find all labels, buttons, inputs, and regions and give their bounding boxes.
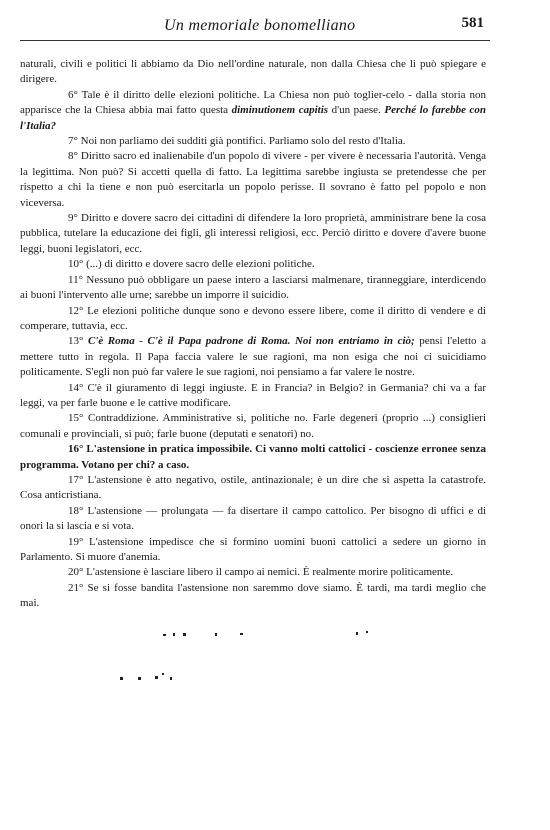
paragraph-6: 6° Tale è il diritto delle elezioni politiche. La Chiesa non può toglier-celo - dalla storia non apparisce che la Chiesa abbia mai fatto questa diminutionem capitis d'un paese. Perché lo farebbe con l'Italia? (20, 88, 487, 132)
paragraph-17: 17° L'astensione è atto negativo, ostile, antinazionale; è un dire che si aspetta la catastrofe. Cosa anticristiana. (20, 473, 486, 502)
paragraph-12: 12° Le elezioni politiche dunque sono e devono essere libere, come il diritto di vendere e di comperare, tuttavia, ecc. (20, 304, 486, 332)
paragraph-8: 8° Diritto sacro ed inalienabile d'un popolo di vivere - per vivere è necessaria l'autorità. Venga la legittima. Non può? Si accetti quella di fatto. La legittima sarebbe ingiusta se pretendesse che per rispetto a chi la tiene e non può esercitarla un popolo perisse. Il sovrano è fatto pel popolo e non viceversa. (20, 150, 486, 209)
paragraph-9: 9° Diritto e dovere sacro dei cittadini di difendere la loro proprietà, amministrare bene la cosa pubblica, tutelare la educazione dei figli, gli interessi religiosi, ecc. Perciò diritto e dovere d'avere buone leggi, buoni legislatori, ecc. (20, 212, 486, 255)
paragraph-16: 16° L'astensione in pratica impossibile. Ci vanno molti cattolici - coscienze erronee senza programma. Votano per chi? a caso. (20, 443, 486, 471)
page-header (20, 12, 490, 41)
paragraph-11: 11° Nessuno può obbligare un paese intero a lasciarsi malmenare, tiranneggiare, interdicendo ai buoni l'intervento alle urne; sarebbe un imporre il suicidio. (20, 273, 486, 302)
page-number: 581 (461, 15, 484, 31)
paragraph-continuation: naturali, civili e politici li abbiamo da Dio nell'ordine naturale, non dalla Chiesa che li può spiegare e dirigere. (20, 58, 486, 86)
paragraph-18: 18° L'astensione — prolungata — fa disertare il campo cattolico. Per bisogno di uffici e di onori la si lascia e si vota. (20, 504, 486, 533)
paragraph-7: 7° Noi non parliamo dei sudditi già pontifici. Parliamo solo del resto d'Italia. (68, 135, 406, 148)
paragraph-15: 15° Contraddizione. Amministrative sì, politiche no. Farle degeneri (proprio ...) consiglieri comunali e provinciali, sì può; farle buone (deputati e senatori) no. (20, 412, 486, 440)
paragraph-19: 19° L'astensione impedisce che si formino uomini buoni cattolici a sedere un giorno in Parlamento. Si muore d'anemia. (20, 535, 486, 563)
paragraph-21: 21° Se si fosse bandita l'astensione non saremmo dove siamo. È tardi, ma tardi meglio che mai. (20, 581, 486, 610)
paragraph-10: 10° (...) di diritto e dovere sacro delle elezioni politiche. (68, 258, 315, 271)
body-text (20, 57, 486, 612)
paragraph-20: 20° L'astensione è lasciare libero il campo ai nemici. È realmente morire politicamente. (68, 566, 454, 579)
paragraph-14: 14° C'è il giuramento di leggi ingiuste. E in Francia? in Belgio? in Germania? chi va a far leggi, va per farle buone e le cattive modificare. (20, 381, 486, 409)
running-title: Un memoriale bonomelliano (164, 17, 356, 34)
paragraph-13: 13° C'è Roma - C'è il Papa padrone di Roma. Noi non entriamo in ciò; pensi l'eletto a mettere tutto in regola. Il Papa faccia valere le sue ragioni, ma non esiga che noi ci suicidiamo politicamente. S'egli non può far valere le sue ragioni, noi pensiamo a far valere le nostre. (20, 335, 486, 379)
